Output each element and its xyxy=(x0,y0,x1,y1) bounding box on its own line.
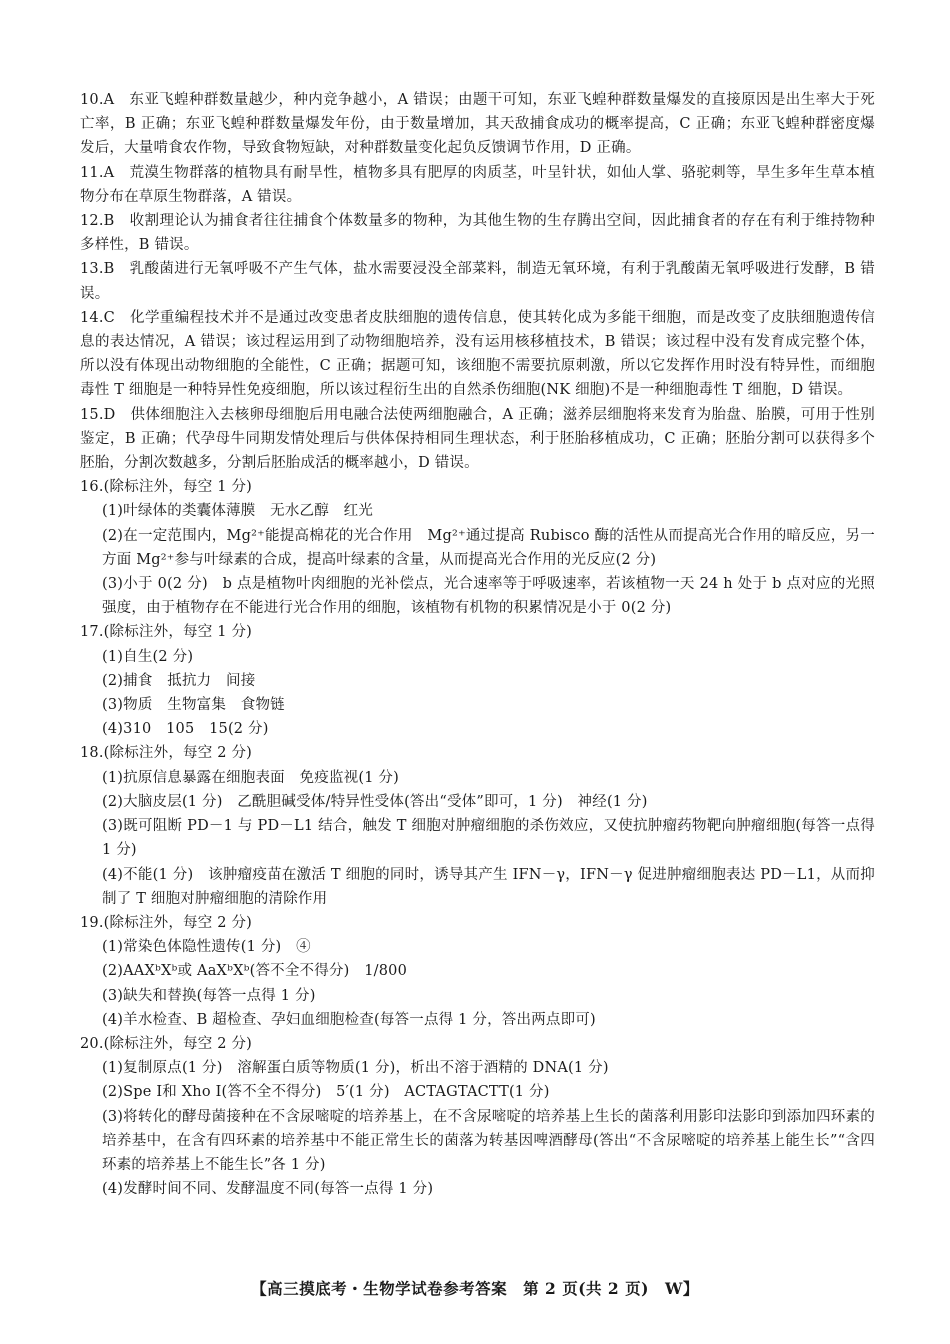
answer-subline: (1)叶绿体的类囊体薄膜 无水乙醇 红光 xyxy=(102,503,374,520)
answer-heading: 18.(除标注外，每空 2 分) xyxy=(80,745,253,762)
answer-subline: (2)捕食 抵抗力 间接 xyxy=(102,672,256,689)
answer-heading: 13.B 乳酸菌进行无氧呼吸不产生气体，盐水需要浸没全部菜料，制造无氧环境，有利于乳酸菌无氧呼吸进行发酵，B 错误。 xyxy=(80,261,875,302)
answer-heading: 20.(除标注外，每空 2 分) xyxy=(80,1035,253,1052)
answer-heading: 14.C 化学重编程技术并不是通过改变患者皮肤细胞的遗传信息，使其转化成为多能干细胞，而是改变了皮肤细胞遗传信息的表达情况，A 错误；该过程运用到了动物细胞培养，没有运用核移植技术，B 错误；该过程中没有发育成完整个体，所以没有体现出动物细胞的全能性，C 正确；据题可知，该细胞不需要抗原刺激，所以它发挥作用时没有特异性，而细胞毒性 T 细胞是一种特异性免疫细胞，所以该过程衍生出的自然杀伤细胞(NK 细胞)不是一种细胞毒性 T 细胞，D 错误。 xyxy=(80,309,875,399)
answer-item-q10 xyxy=(80,88,875,161)
answer-item-q16 xyxy=(80,475,875,620)
answer-item-q11 xyxy=(80,161,875,209)
answer-subline: (4)发酵时间不同、发酵温度不同(每答一点得 1 分) xyxy=(102,1181,434,1198)
answer-item-q15 xyxy=(80,403,875,476)
answer-subline: (4)310 105 15(2 分) xyxy=(102,721,269,738)
page-footer: 【高三摸底考・生物学试卷参考答案 第 2 页(共 2 页) W】 xyxy=(251,1279,699,1298)
answer-item-q14 xyxy=(80,306,875,403)
answer-subline: (1)复制原点(1 分) 溶解蛋白质等物质(1 分)，析出不溶于酒精的 DNA(1 分) xyxy=(102,1060,609,1077)
answer-subline: (4)不能(1 分) 该肿瘤疫苗在激活 T 细胞的同时，诱导其产生 IFN－γ，IFN－γ 促进肿瘤细胞表达 PD－L1，从而抑制了 T 细胞对肿瘤细胞的清除作用 xyxy=(102,866,875,907)
answer-item-q20 xyxy=(80,1032,875,1201)
answer-subline: (1)自生(2 分) xyxy=(102,648,194,665)
answer-subline: (3)物质 生物富集 食物链 xyxy=(102,697,285,714)
answer-item-q17 xyxy=(80,620,875,741)
answer-content xyxy=(80,88,875,1201)
answer-subline: (1)常染色体隐性遗传(1 分) ④ xyxy=(102,939,311,956)
answer-item-q13 xyxy=(80,257,875,305)
answer-subline: (2)大脑皮层(1 分) 乙酰胆碱受体/特异性受体(答出“受体”即可，1 分) 神经(1 分) xyxy=(102,793,648,810)
answer-subline: (1)抗原信息暴露在细胞表面 免疫监视(1 分) xyxy=(102,769,399,786)
answer-subline: (4)羊水检查、B 超检查、孕妇血细胞检查(每答一点得 1 分，答出两点即可) xyxy=(102,1011,596,1028)
answer-subline: (3)小于 0(2 分) b 点是植物叶肉细胞的光补偿点，光合速率等于呼吸速率，若该植物一天 24 h 处于 b 点对应的光照强度，由于植物存在不能进行光合作用的细胞，该植物有机物的积累情况是小于 0(2 分) xyxy=(102,576,875,617)
answer-item-q19 xyxy=(80,911,875,1032)
answer-heading: 12.B 收割理论认为捕食者往往捕食个体数量多的物种，为其他生物的生存腾出空间，因此捕食者的存在有利于维持物种多样性，B 错误。 xyxy=(80,213,875,254)
answer-subline: (2)在一定范围内，Mg²⁺能提高棉花的光合作用 Mg²⁺通过提高 Rubisco 酶的活性从而提高光合作用的暗反应，另一方面 Mg²⁺参与叶绿素的合成，提高叶绿素的含量，从而提高光合作用的光反应(2 分) xyxy=(102,527,875,568)
answer-heading: 11.A 荒漠生物群落的植物具有耐旱性，植物多具有肥厚的肉质茎，叶呈针状，如仙人掌、骆驼刺等，旱生多年生草本植物分布在草原生物群落，A 错误。 xyxy=(80,164,875,205)
answer-heading: 17.(除标注外，每空 1 分) xyxy=(80,624,253,641)
answer-subline: (3)缺失和替换(每答一点得 1 分) xyxy=(102,987,316,1004)
answer-heading: 19.(除标注外，每空 2 分) xyxy=(80,914,253,931)
answer-subline: (2)AAXᵇXᵇ或 AaXᵇXᵇ(答不全不得分) 1/800 xyxy=(102,963,407,980)
answer-subline: (2)Spe Ⅰ和 Xho Ⅰ(答不全不得分) 5′(1 分) ACTAGTACTT(1 分) xyxy=(102,1084,550,1101)
answer-item-q18 xyxy=(80,741,875,910)
answer-heading: 16.(除标注外，每空 1 分) xyxy=(80,479,253,496)
answer-heading: 15.D 供体细胞注入去核卵母细胞后用电融合法使两细胞融合，A 正确；滋养层细胞将来发育为胎盘、胎膜，可用于性别鉴定，B 正确；代孕母牛同期发情处理后与供体保持相同生理状态，利于胚胎移植成功，C 正确；胚胎分割可以获得多个胚胎，分割次数越多，分割后胚胎成活的概率越小，D 错误。 xyxy=(80,406,875,472)
answer-heading: 10.A 东亚飞蝗种群数量越少，种内竞争越小，A 错误；由题干可知，东亚飞蝗种群数量爆发的直接原因是出生率大于死亡率，B 正确；东亚飞蝗种群数量爆发年份，由于数量增加，其天敌捕食成功的概率提高，C 正确；东亚飞蝗种群密度爆发后，大量啃食农作物，导致食物短缺，对种群数量变化起负反馈调节作用，D 正确。 xyxy=(80,92,875,157)
answer-subline: (3)既可阻断 PD－1 与 PD－L1 结合，触发 T 细胞对肿瘤细胞的杀伤效应，又使抗肿瘤药物靶向肿瘤细胞(每答一点得 1 分) xyxy=(102,818,875,859)
answer-item-q12 xyxy=(80,209,875,257)
answer-subline: (3)将转化的酵母菌接种在不含尿嘧啶的培养基上，在不含尿嘧啶的培养基上生长的菌落利用影印法影印到添加四环素的培养基中，在含有四环素的培养基中不能正常生长的菌落为转基因啤酒酵母(答出“不含尿嘧啶的培养基上能生长”“含四环素的培养基上不能生长”各 1 分) xyxy=(102,1108,875,1173)
